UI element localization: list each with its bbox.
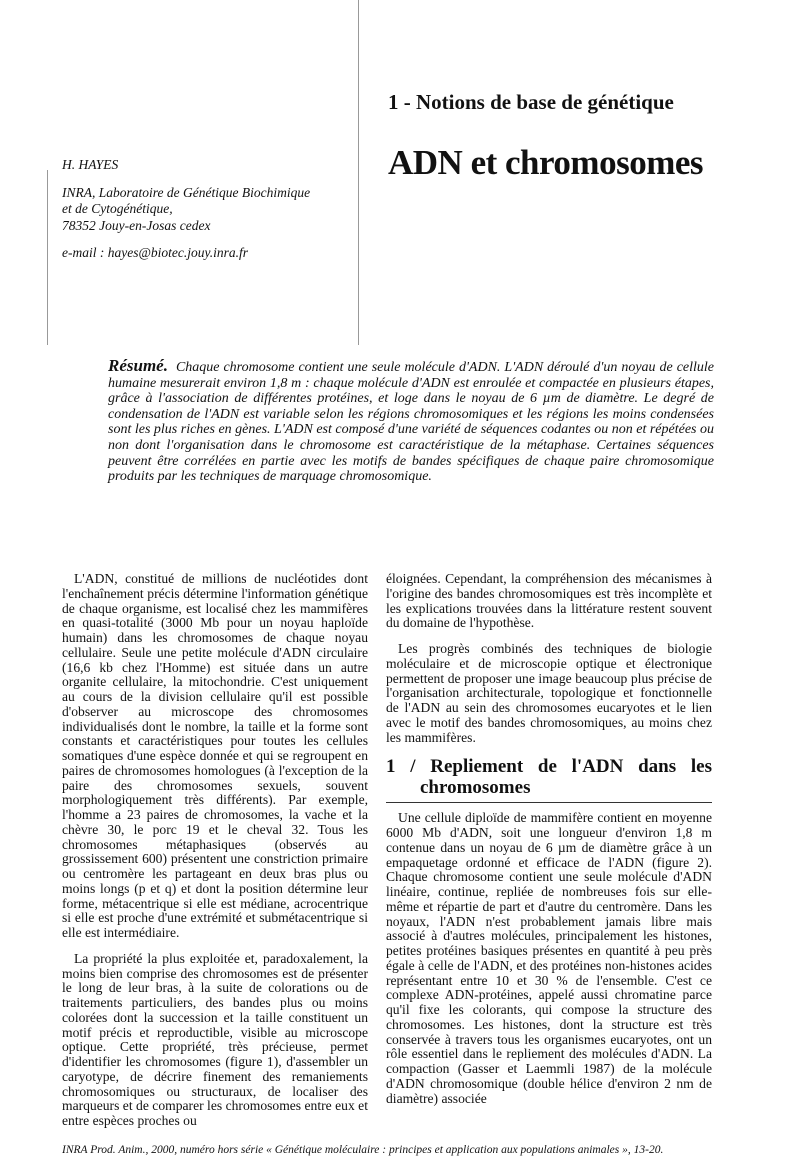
paragraph: Une cellule diploïde de mammifère contient en moyenne 6000 Mb d'ADN, soit une longueur d'environ 1,8 m contenue dans un noyau de 6 µm de diamètre grâce à un empaquetage ordonné et efficace de l'ADN (figure 2). Chaque chromosome contient une seule molécule d'ADN linéaire, continue, repliée de nombreuses fois sur elle-même et répartie de part et d'autre du centromère. Dans les noyaux, l'ADN n'est probablement jamais libre mais associé à d'autres molécules, principalement les histones, petites protéines basiques présentes en quantité à peu près égale à celle de l'ADN, et des protéines non-histones acides représentant entre 10 et 30 % de l'ensemble. C'est ce complexe ADN-protéines, appelé aussi chromatine parce qu'il fixe les colorants, qui compose la structure des chromosomes. Les histones, dont la structure est très conservée à travers tous les organismes eucaryotes, ont un rôle essentiel dans le repliement des molécules d'ADN. La compaction (Gasser et Laemmli 1987) de la molécule d'ADN chromosomique (double hélice d'environ 2 nm de diamètre) associée xyxy=(386,810,712,1106)
heading-rule xyxy=(386,802,712,803)
article-title: ADN et chromosomes xyxy=(388,143,704,182)
section-heading: 1 / Repliement de l'ADN dans les chromosomes xyxy=(386,756,712,799)
author-name: H. HAYES xyxy=(62,157,119,172)
author-affiliation xyxy=(62,185,352,235)
text-columns xyxy=(62,572,712,1140)
affiliation-line: et de Cytogénétique, xyxy=(62,201,173,216)
paragraph: L'ADN, constitué de millions de nucléotides dont l'enchaînement précis détermine l'information génétique de chaque organisme, est localisé chez les mammifères en quasi-totalité (3000 Mb pour un noyau haploïde humain) dans les chromosomes de chaque noyau cellulaire. Seule une petite molécule d'ADN circulaire (16,6 kb chez l'Homme) est située dans un autre organite cellulaire, la mitochondrie. C'est uniquement au cours de la division cellulaire qu'il est possible d'observer au microscope des chromosomes individualisés dont le nombre, la taille et la forme sont constants et caractéristiques pour toutes les cellules somatiques d'une espèce donnée et qui se regroupent en paires de chromosomes homologues (à l'exception de la paire des chromosomes sexuels, souvent morphologiquement très différents). Par exemple, l'homme a 23 paires de chromosomes, la vache et la chèvre 30, le porc 19 et le cheval 32. Tous les chromosomes métaphasiques (observés au grossissement 600) présentent une constriction primaire ou centromère les partageant en deux bras plus ou moins longs (p et q) et dont la position détermine leur forme, métacentrique si elle est médiane, acrocentrique si elle est proche d'une extrémité et submétacentrique si elle est intermédiaire. xyxy=(62,571,368,940)
paragraph: éloignées. Cependant, la compréhension des mécanismes à l'origine des bandes chromosomiques est très incomplète et les explications trouvées dans la littérature restent souvent du domaine de l'hypothèse. xyxy=(386,571,712,631)
paragraph: Les progrès combinés des techniques de biologie moléculaire et de microscopie optique et électronique permettent de proposer une image beaucoup plus précise de l'organisation architecturale, topologique et fonctionnelle de l'ADN au sein des chromosomes eucaryotes et le lien avec le motif des bandes chromosomiques, au moins chez les mammifères. xyxy=(386,641,712,745)
section-rubric: 1 - Notions de base de génétique xyxy=(388,90,674,114)
header-divider xyxy=(358,0,359,345)
abstract xyxy=(108,358,714,485)
paragraph: La propriété la plus exploitée et, paradoxalement, la moins bien comprise des chromosomes est de présenter le long de leur bras, à la suite de colorations ou de traitements particuliers, des bandes plus ou moins colorées dont la succession et la taille constituent un motif précis et reproductible, visible au microscope optique. Cette propriété, très précieuse, permet d'identifier les chromosomes (figure 1), d'assembler un caryotype, de décrire finement des remaniements chromosomiques ou structuraux, de localiser des marqueurs et de comparer les chromosomes entre eux et entre espèces proches ou xyxy=(62,950,368,1128)
author-box-border xyxy=(47,170,48,345)
citation-footer: INRA Prod. Anim., 2000, numéro hors série « Génétique moléculaire : principes et application aux populations animales », 13-20. xyxy=(62,1143,664,1156)
right-column xyxy=(386,572,712,1117)
author-info xyxy=(62,157,352,273)
affiliation-line: 78352 Jouy-en-Josas cedex xyxy=(62,217,211,233)
abstract-label: Résumé. xyxy=(108,356,168,375)
abstract-text: Chaque chromosome contient une seule molécule d'ADN. L'ADN déroulé d'un noyau de cellule humaine mesurerait environ 1,8 m : chaque molécule d'ADN est enroulée et compactée en plusieurs étapes, grâce à l'association de différentes protéines, et loge dans le noyau de 6 µm de diamètre. Le degré de condensation de l'ADN est variable selon les régions chromosomiques et les régions les moins condensées sont les plus riches en gènes. L'ADN est composé d'une variété de séquences codantes ou non et répétées ou non dont l'organisation dans le chromosome est caractéristique de la métaphase. Certaines séquences peuvent être corrélées en partie avec les motifs de bandes spécifiques de chaque paire chromosomique produits par les techniques de marquage chromosomique. xyxy=(108,360,715,485)
affiliation-line: INRA, Laboratoire de Génétique Biochimique xyxy=(62,184,311,200)
left-column xyxy=(62,572,368,1140)
author-email: e-mail : hayes@biotec.jouy.inra.fr xyxy=(62,245,249,260)
